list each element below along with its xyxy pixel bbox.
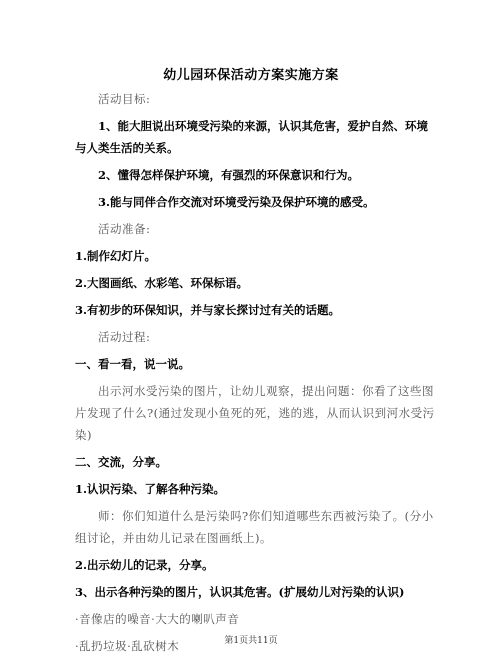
prep-item-3: 3.有初步的环保知识，并与家长探讨过有关的话题。 — [75, 303, 341, 317]
prep-item-2: 2.大图画纸、水彩笔、环保标语。 — [75, 276, 249, 290]
step-1-text: 出示河水受污染的图片，让幼儿观察，提出问题：你看了这些图片发现了什么?(通过发现小鱼死的死，逃的逃，从而认识到河水受污染) — [75, 384, 435, 442]
step-heading-1: 一、看一看，说一说。 — [75, 357, 190, 371]
step-2-item-3: 3、出示各种污染的图片，认识其危害。(扩展幼儿对污染的认识) — [75, 585, 405, 599]
goal-item-1: 1、能大胆说出环境受污染的来源，认识其危害，爱护自然、环境与人类生活的关系。 — [75, 119, 428, 155]
bullet-noise: ·音像店的噪音·大大的喇叭声音 — [75, 612, 240, 626]
step-2-teacher-text: 师：你们知道什么是污染吗?你们知道哪些东西被污染了。(分小组讨论，并由幼儿记录在图画纸上)。 — [75, 509, 434, 545]
goal-item-3: 3.能与同伴合作交流对环境受污染及保护环境的感受。 — [98, 195, 375, 209]
prep-item-1: 1.制作幻灯片。 — [75, 249, 157, 263]
page-footer: 第1页共11页 — [224, 636, 278, 646]
document-title: 幼儿园环保活动方案实施方案 — [163, 68, 339, 83]
section-label-process: 活动过程: — [98, 330, 151, 344]
document-body — [75, 88, 435, 662]
section-label-preparation: 活动准备: — [98, 222, 151, 236]
step-2-item-2: 2.出示幼儿的记录，分享。 — [75, 558, 214, 572]
step-2-item-1: 1.认识污染、了解各种污染。 — [75, 482, 226, 496]
step-heading-2: 二、交流，分享。 — [75, 455, 167, 469]
bullet-litter: ·乱扔垃圾·乱砍树木 — [75, 639, 180, 653]
goal-item-2: 2、懂得怎样保护环境，有强烈的环保意识和行为。 — [98, 168, 359, 182]
section-label-goals: 活动目标: — [98, 92, 151, 106]
